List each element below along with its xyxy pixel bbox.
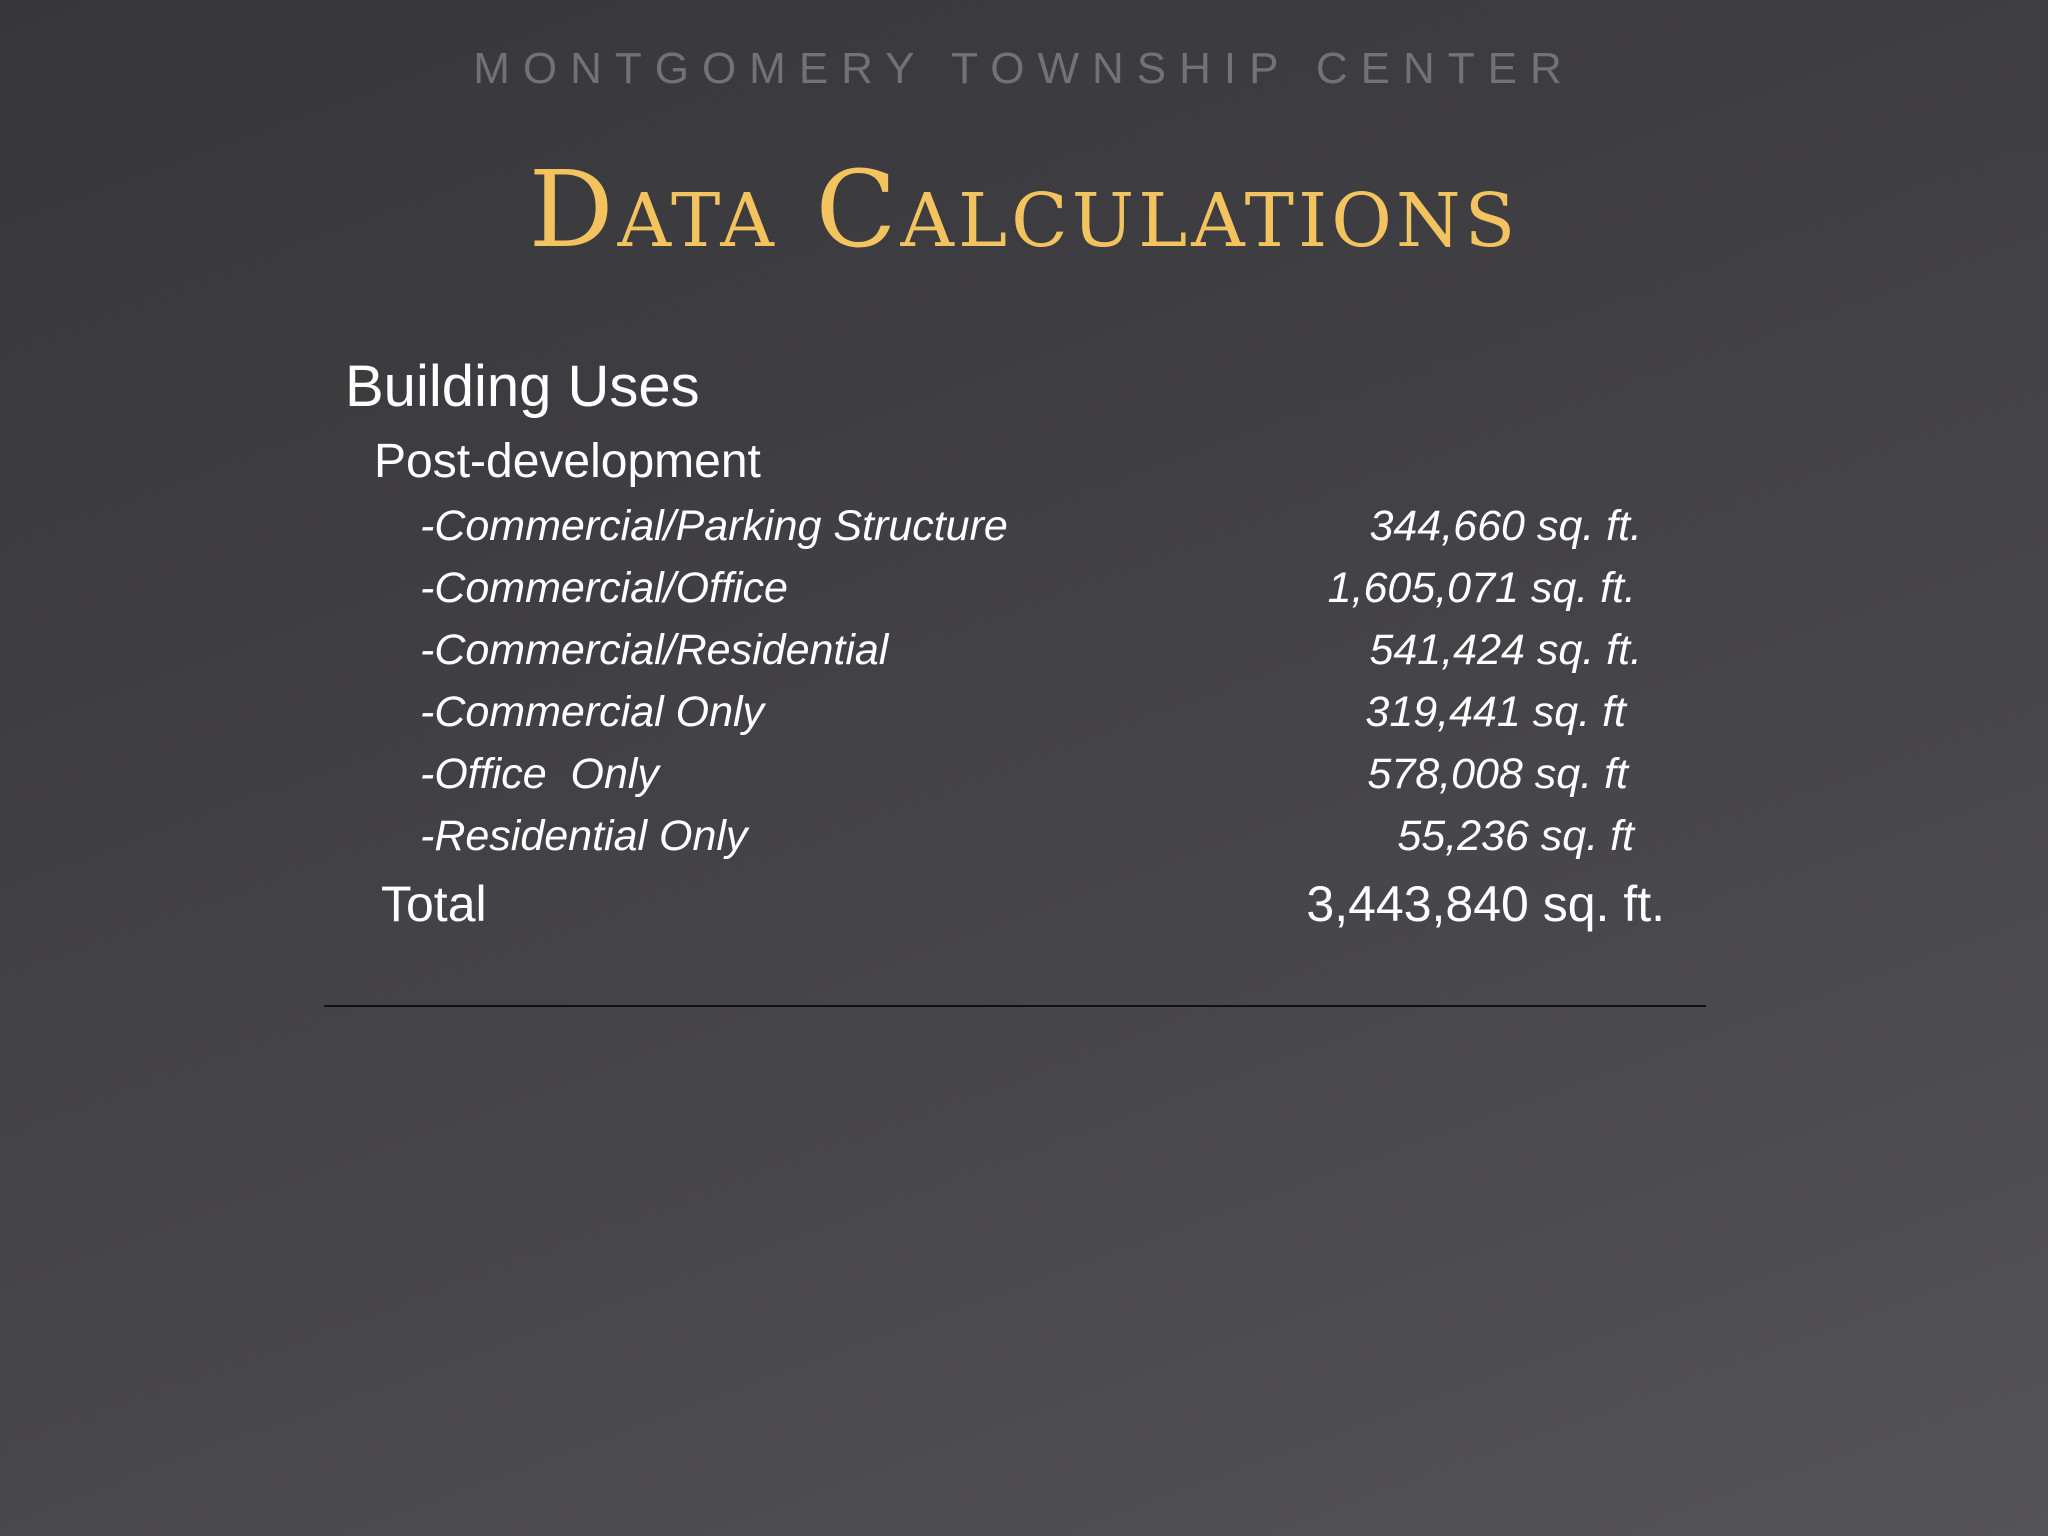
- total-value: 3,443,840 sq. ft.: [1306, 876, 1665, 932]
- data-row-office-only: [420, 750, 1642, 812]
- row-value: 578,008 sq. ft: [1367, 750, 1628, 798]
- divider-line: [324, 1005, 1706, 1007]
- row-label: -Commercial/Parking Structure: [420, 502, 1008, 550]
- row-value: 319,441 sq. ft: [1365, 688, 1626, 736]
- row-value: 541,424 sq. ft.: [1369, 626, 1642, 674]
- data-row-residential-only: [420, 812, 1642, 874]
- row-value: 55,236 sq. ft: [1397, 812, 1634, 860]
- row-value: 1,605,071 sq. ft.: [1327, 564, 1636, 612]
- slide-supertitle: MONTGOMERY TOWNSHIP CENTER: [473, 44, 1575, 93]
- data-row-commercial-only: [420, 688, 1642, 750]
- row-label: -Office Only: [420, 750, 659, 798]
- data-row-commercial-residential: [420, 626, 1642, 688]
- row-label: -Commercial/Office: [420, 564, 788, 612]
- slide-title: Data Calculations: [528, 148, 1520, 271]
- section-heading: Building Uses: [345, 354, 700, 419]
- row-label: -Commercial/Residential: [420, 626, 889, 674]
- section-subheading: Post-development: [374, 435, 761, 488]
- row-value: 344,660 sq. ft.: [1369, 502, 1642, 550]
- data-row-commercial-parking: [420, 502, 1642, 564]
- data-row-commercial-office: [420, 564, 1642, 626]
- row-label: -Residential Only: [420, 812, 748, 860]
- total-label: Total: [381, 876, 487, 932]
- row-label: -Commercial Only: [420, 688, 765, 736]
